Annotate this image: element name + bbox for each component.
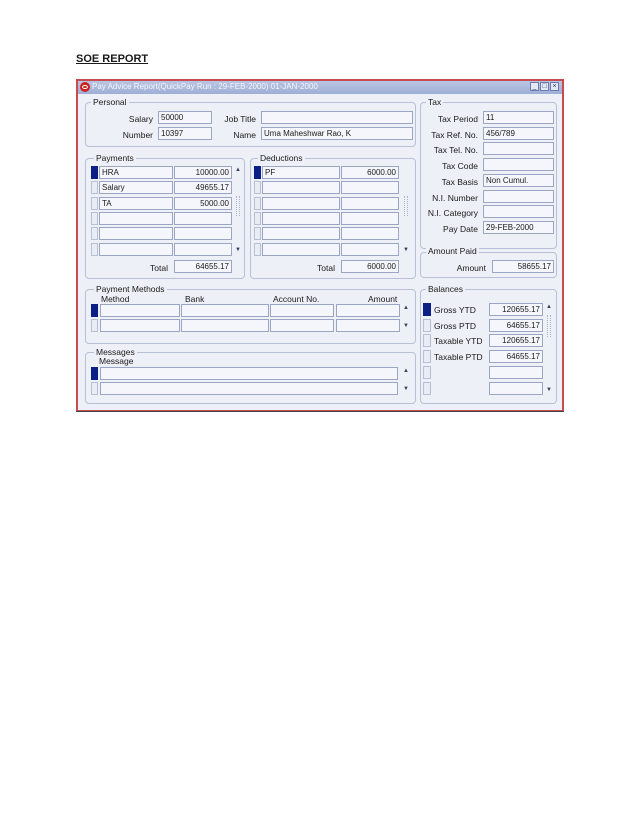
balance-name: Gross YTD xyxy=(434,305,476,315)
scroll-thumb[interactable] xyxy=(236,196,240,216)
account-no-column-header: Account No. xyxy=(273,294,320,304)
amount-paid-title: Amount Paid xyxy=(428,246,477,256)
payment-row-indicator[interactable] xyxy=(91,166,98,179)
deduction-row-indicator[interactable] xyxy=(254,166,261,179)
balance-name: Gross PTD xyxy=(434,320,477,331)
scroll-thumb[interactable] xyxy=(404,196,408,216)
balances-scrollbar[interactable] xyxy=(545,303,553,395)
payment-amount-field[interactable]: 10000.00 xyxy=(174,166,232,179)
account-no-field[interactable] xyxy=(270,319,334,332)
tax-field-label: N.I. Category xyxy=(427,208,478,219)
deduction-row-indicator[interactable] xyxy=(254,227,261,240)
payments-scrollbar[interactable] xyxy=(234,166,242,258)
deduction-row-indicator[interactable] xyxy=(254,197,261,210)
deductions-title: Deductions xyxy=(260,153,303,163)
payment-name-field[interactable]: TA xyxy=(99,197,173,210)
messages-scrollbar[interactable] xyxy=(402,367,410,395)
payment-row-indicator[interactable] xyxy=(91,181,98,194)
payment-method-row-indicator[interactable] xyxy=(91,304,98,317)
tax-field[interactable]: 456/789 xyxy=(483,127,554,140)
method-field[interactable] xyxy=(100,319,180,332)
balance-row-indicator[interactable] xyxy=(423,303,431,316)
window-title: Pay Advice Report(QuickPay Run : 29-FEB-2000) 01-JAN-2000 xyxy=(92,82,318,91)
payment-row-indicator[interactable] xyxy=(91,212,98,225)
message-field[interactable] xyxy=(100,382,398,395)
name-label: Name xyxy=(233,130,256,140)
number-field[interactable]: 10397 xyxy=(158,127,212,140)
tax-field[interactable] xyxy=(483,190,554,203)
deduction-row-indicator[interactable] xyxy=(254,243,261,256)
pay-advice-window xyxy=(76,79,564,412)
bottom-rule xyxy=(76,411,564,412)
tax-field[interactable]: 11 xyxy=(483,111,554,124)
payment-row-indicator[interactable] xyxy=(91,227,98,240)
payment-name-field[interactable]: Salary xyxy=(99,181,173,194)
payment-amount-field[interactable] xyxy=(174,243,232,256)
balance-row-indicator[interactable] xyxy=(423,366,431,379)
payment-methods-title: Payment Methods xyxy=(96,284,165,294)
salary-field[interactable]: 50000 xyxy=(158,111,212,124)
payment-name-field[interactable]: HRA xyxy=(99,166,173,179)
balance-value-field[interactable]: 120655.17 xyxy=(489,334,543,347)
deduction-amount-field[interactable] xyxy=(341,243,399,256)
tax-field-label: Tax Period xyxy=(437,114,478,124)
deductions-total-label: Total xyxy=(317,263,335,273)
salary-label: Salary xyxy=(128,114,153,124)
tax-field-label: Tax Tel. No. xyxy=(433,145,478,156)
account-no-field[interactable] xyxy=(270,304,334,317)
deduction-amount-field[interactable]: 6000.00 xyxy=(341,166,399,179)
payment-row-indicator[interactable] xyxy=(91,243,98,256)
deduction-name-field[interactable] xyxy=(262,243,340,256)
message-row-indicator[interactable] xyxy=(91,367,98,380)
deduction-name-field[interactable] xyxy=(262,197,340,210)
payments-title: Payments xyxy=(96,153,134,163)
amount-label: Amount xyxy=(456,263,486,273)
balance-row-indicator[interactable] xyxy=(423,319,431,332)
method-field[interactable] xyxy=(100,304,180,317)
amount-field[interactable] xyxy=(336,304,400,317)
balance-value-field[interactable] xyxy=(489,382,543,395)
document-title: SOE REPORT xyxy=(76,53,149,65)
deduction-name-field[interactable] xyxy=(262,181,340,194)
payment-name-field[interactable] xyxy=(99,243,173,256)
tax-field-label: N.I. Number xyxy=(432,192,478,203)
tax-field-label: Tax Code xyxy=(442,161,478,172)
balance-row-indicator[interactable] xyxy=(423,350,431,363)
maximize-button[interactable]: □ xyxy=(540,82,549,91)
number-label: Number xyxy=(122,130,153,140)
scroll-down-icon[interactable]: ▼ xyxy=(235,247,241,253)
balance-name: Taxable PTD xyxy=(434,352,483,363)
deduction-amount-field[interactable] xyxy=(341,227,399,240)
tax-field-label: Tax Ref. No. xyxy=(431,129,478,140)
tax-field[interactable]: 29-FEB-2000 xyxy=(483,221,554,234)
tax-field-label: Tax Basis xyxy=(441,176,478,187)
balance-value-field[interactable] xyxy=(489,366,543,379)
payment-amount-field[interactable]: 5000.00 xyxy=(174,197,232,210)
payment-amount-field[interactable] xyxy=(174,212,232,225)
job-title-label: Job Title xyxy=(224,114,256,124)
balance-value-field[interactable]: 64655.17 xyxy=(489,350,543,363)
deduction-row-indicator[interactable] xyxy=(254,212,261,225)
amount-column-header: Amount xyxy=(368,294,398,304)
scroll-up-icon[interactable]: ▲ xyxy=(403,368,409,374)
balances-title: Balances xyxy=(428,284,463,294)
scroll-down-icon[interactable]: ▼ xyxy=(403,323,409,329)
payment-amount-field[interactable] xyxy=(174,227,232,240)
balance-row-indicator[interactable] xyxy=(423,334,431,347)
deductions-scrollbar[interactable] xyxy=(402,166,410,258)
bank-column-header: Bank xyxy=(185,294,205,304)
personal-title: Personal xyxy=(93,97,127,107)
deduction-name-field[interactable]: PF xyxy=(262,166,340,179)
close-button[interactable]: × xyxy=(550,82,559,91)
tax-title: Tax xyxy=(428,97,442,107)
payment-methods-scrollbar[interactable] xyxy=(402,304,410,332)
deduction-amount-field[interactable] xyxy=(341,181,399,194)
payments-total-field[interactable]: 64655.17 xyxy=(174,260,232,273)
deduction-row-indicator[interactable] xyxy=(254,181,261,194)
scroll-thumb[interactable] xyxy=(547,315,551,337)
scroll-up-icon[interactable]: ▲ xyxy=(403,305,409,311)
balance-row-indicator[interactable] xyxy=(423,382,431,395)
minimize-button[interactable]: _ xyxy=(530,82,539,91)
messages-title: Messages xyxy=(96,347,135,357)
message-column-header: Message xyxy=(99,356,134,366)
deduction-amount-field[interactable] xyxy=(341,197,399,210)
deductions-total-field[interactable]: 6000.00 xyxy=(341,260,399,273)
payment-name-field[interactable] xyxy=(99,212,173,225)
method-column-header: Method xyxy=(101,294,130,304)
scroll-up-icon[interactable]: ▲ xyxy=(235,167,241,173)
tax-field[interactable] xyxy=(483,142,554,155)
tax-field[interactable]: Non Cumul. xyxy=(483,174,554,187)
bank-field[interactable] xyxy=(181,304,269,317)
personal-group xyxy=(85,102,416,147)
scroll-up-icon[interactable]: ▲ xyxy=(546,304,552,310)
tax-field-label: Pay Date xyxy=(443,223,478,234)
amount-paid-field[interactable]: 58655.17 xyxy=(492,260,554,273)
oracle-logo-icon xyxy=(80,82,90,92)
payment-name-field[interactable] xyxy=(99,227,173,240)
tax-field[interactable] xyxy=(483,205,554,218)
deduction-name-field[interactable] xyxy=(262,227,340,240)
balance-name: Taxable YTD xyxy=(434,336,483,347)
balance-value-field[interactable]: 64655.17 xyxy=(489,319,543,332)
deduction-name-field[interactable] xyxy=(262,212,340,225)
payment-method-row-indicator[interactable] xyxy=(91,319,98,332)
deduction-amount-field[interactable] xyxy=(341,212,399,225)
payment-amount-field[interactable]: 49655.17 xyxy=(174,181,232,194)
window-titlebar[interactable] xyxy=(78,81,562,94)
scroll-down-icon[interactable]: ▼ xyxy=(546,387,552,393)
message-row-indicator[interactable] xyxy=(91,382,98,395)
scroll-down-icon[interactable]: ▼ xyxy=(403,386,409,392)
payment-row-indicator[interactable] xyxy=(91,197,98,210)
scroll-down-icon[interactable]: ▼ xyxy=(403,247,409,253)
message-field[interactable] xyxy=(100,367,398,380)
job-title-field[interactable] xyxy=(261,111,413,124)
bank-field[interactable] xyxy=(181,319,269,332)
payments-total-label: Total xyxy=(150,263,168,273)
amount-field[interactable] xyxy=(336,319,400,332)
tax-field[interactable] xyxy=(483,158,554,171)
name-field[interactable]: Uma Maheshwar Rao, K xyxy=(261,127,413,140)
balance-value-field[interactable]: 120655.17 xyxy=(489,303,543,316)
